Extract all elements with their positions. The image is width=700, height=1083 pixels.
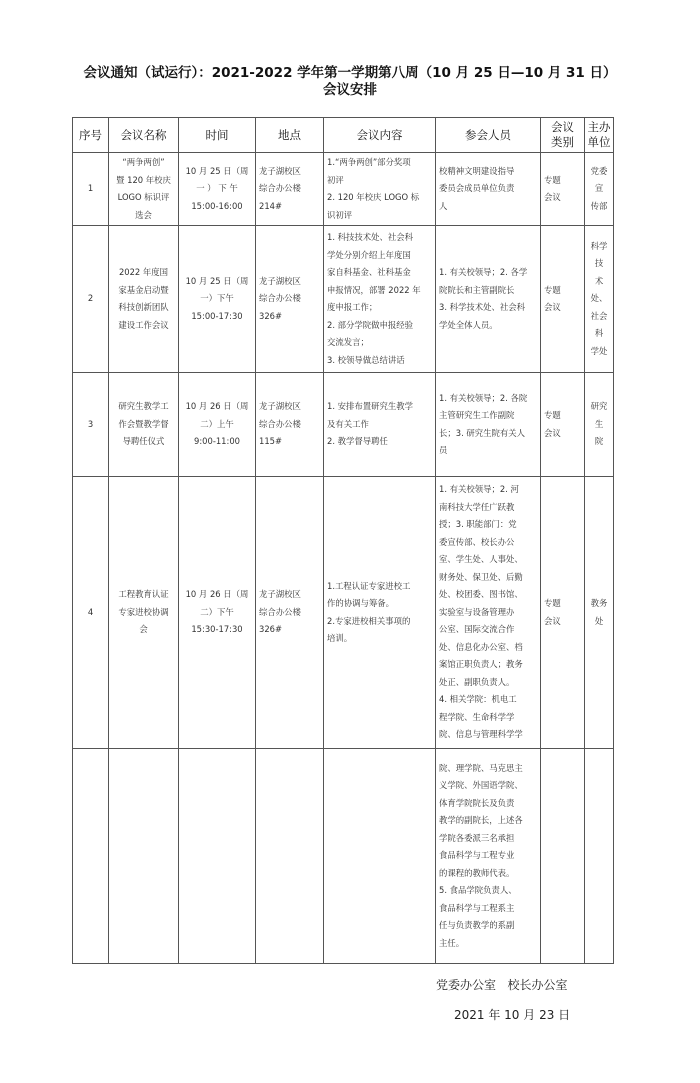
cell-content-line: 2. 120 年校庆 LOGO 标: [327, 192, 420, 202]
cell-meeting-name-line: 2022 年度国: [118, 267, 169, 277]
cell-host: [585, 153, 614, 226]
cell-content-line: 作的协调与筹备。: [327, 598, 394, 608]
cell-time-line: 10 月 25 日（周: [185, 165, 249, 176]
cell-category-line: 会议: [544, 302, 561, 312]
cell-attendees-line: 员: [439, 445, 448, 455]
cell-time-line: 10 月 25 日（周: [185, 275, 249, 286]
cell-category: [541, 153, 585, 226]
cell-attendees-line: 院院长和主管副院长: [439, 284, 515, 295]
issue-date: 2021 年 10 月 23 日: [454, 1008, 571, 1022]
cell-category: [541, 477, 585, 749]
cell-attendees-line: 长；3. 研究生院有关人: [439, 427, 526, 438]
cell-place-line: 综合办公楼: [259, 418, 301, 429]
cell-content-line: 度申报工作；: [327, 302, 378, 312]
cell-content-line: 1.“两争两创”部分奖项: [327, 157, 411, 167]
cell-meeting-name-line: LOGO 标识评: [117, 192, 170, 202]
cell-time-line: 9:00-11:00: [194, 436, 240, 447]
cell-content-line: 1. 科技技术处、社会科: [327, 232, 414, 242]
cell-meeting-name-line: 家基金启动暨: [118, 284, 169, 295]
cell-content: [324, 749, 436, 964]
cell-time-line: 一 ） 下 午: [196, 183, 238, 194]
cell-attendees: [436, 226, 541, 373]
cell-meeting-name-line: 选会: [135, 209, 152, 220]
table-row: [73, 153, 614, 226]
cell-meeting-name: [109, 153, 179, 226]
header-name: 会议名称: [109, 118, 179, 153]
table-header-row: [73, 118, 614, 153]
cell-meeting-name-line: 专家进校协调: [118, 606, 169, 617]
cell-place-line: 326#: [259, 310, 283, 321]
cell-content: [324, 153, 436, 226]
issuer-signoff: 党委办公室 校长办公室: [436, 978, 568, 992]
cell-category-line: 专题: [544, 598, 561, 608]
header-time: 时间: [179, 118, 256, 153]
cell-attendees-line: 人: [439, 200, 448, 211]
cell-meeting-name-line: 暨 120 年校庆: [116, 174, 171, 185]
cell-attendees-line: 学处全体人员。: [439, 319, 498, 330]
cell-meeting-name-line: 建设工作会议: [118, 319, 169, 330]
cell-attendees-line: 1. 有关校领导；2. 各院: [439, 392, 528, 403]
header-attendees: 参会人员: [436, 118, 541, 153]
header-host-line: 单位: [587, 135, 611, 149]
cell-attendees-line: 院、理学院、马克思主: [439, 762, 523, 773]
cell-content-line: 培训。: [327, 633, 353, 643]
cell-host: [585, 373, 614, 477]
cell-attendees: [436, 477, 541, 749]
cell-category-line: 会议: [544, 192, 561, 202]
cell-attendees-line: 3. 科学技术处、社会科: [439, 302, 526, 312]
cell-host-line: 党委宣: [590, 165, 608, 194]
cell-attendees-line: 实验室与设备管理办: [439, 606, 515, 617]
header-host-line: 主办: [587, 120, 611, 134]
cell-host-line: 传部: [590, 200, 608, 211]
cell-meeting-name: [109, 226, 179, 373]
meeting-schedule-table: [72, 117, 614, 964]
header-host: [585, 118, 614, 153]
cell-attendees-line: 1. 有关校领导；2. 河: [439, 484, 519, 495]
cell-attendees-line: 5. 食品学院负责人、: [439, 885, 517, 896]
cell-attendees: [436, 749, 541, 964]
header-category-line: 类别: [551, 135, 574, 149]
cell-place-line: 龙子湖校区: [259, 401, 301, 412]
cell-host-line: 社会科: [590, 310, 608, 339]
cell-content-line: 2. 教学督导聘任: [327, 436, 388, 447]
cell-time-line: 15:30-17:30: [191, 624, 243, 635]
cell-place: [256, 477, 324, 749]
header-no: 序号: [73, 118, 109, 153]
cell-attendees-line: 公室、国际交流合作: [439, 624, 515, 635]
cell-meeting-name-line: 会: [139, 624, 148, 635]
cell-attendees-line: 任与负责教学的系副: [439, 920, 515, 931]
cell-attendees-line: 处、信息化办公室、档: [439, 641, 523, 652]
cell-host: [585, 749, 614, 964]
cell-time: [179, 373, 256, 477]
cell-attendees-line: 财务处、保卫处、后勤: [439, 571, 523, 582]
cell-meeting-name: [109, 373, 179, 477]
cell-content-line: 学处分别介绍上年度国: [327, 249, 411, 260]
cell-attendees-line: 委宣传部、校长办公: [439, 536, 515, 547]
cell-host: [585, 477, 614, 749]
cell-host-line: 教务处: [590, 598, 608, 626]
cell-content-line: 2.专家进校相关事项的: [327, 615, 411, 626]
cell-content: [324, 226, 436, 373]
cell-meeting-name-line: 作会暨教学督: [118, 418, 169, 429]
cell-no: 1: [73, 153, 109, 226]
cell-meeting-name-line: 科技创新团队: [118, 302, 169, 312]
cell-attendees-line: 的课程的教师代表。: [439, 867, 515, 878]
header-category-line: 会议: [551, 120, 574, 134]
cell-time-line: 一）下午: [200, 293, 234, 304]
table-body: [73, 153, 614, 964]
cell-place-line: 综合办公楼: [259, 183, 301, 194]
cell-attendees-line: 院、信息与管理科学学: [439, 729, 523, 740]
cell-place: [256, 373, 324, 477]
table-row: [73, 749, 614, 964]
cell-content: [324, 373, 436, 477]
cell-host-line: 研究生: [590, 401, 608, 429]
cell-attendees-line: 1. 有关校领导；2. 各学: [439, 267, 528, 277]
cell-place-line: 115#: [259, 436, 283, 447]
cell-attendees-line: 体育学院院长及负责: [439, 797, 515, 808]
cell-meeting-name-line: 研究生教学工: [118, 401, 169, 412]
cell-category-line: 专题: [544, 284, 561, 295]
cell-time-line: 15:00-17:30: [191, 310, 243, 321]
cell-no: [73, 749, 109, 964]
cell-attendees-line: 授；3. 职能部门：党: [439, 519, 517, 530]
cell-time-line: 二）上午: [200, 418, 234, 429]
cell-category-line: 会议: [544, 427, 561, 438]
cell-place-line: 龙子湖校区: [259, 165, 301, 176]
cell-time: [179, 749, 256, 964]
cell-meeting-name-line: 工程教育认证: [118, 589, 169, 600]
cell-content-line: 1.工程认证专家进校工: [327, 580, 411, 591]
cell-attendees-line: 案馆正职负责人；教务: [439, 659, 523, 670]
cell-attendees: [436, 373, 541, 477]
cell-attendees-line: 义学院、外国语学院、: [439, 780, 523, 791]
cell-time-line: 10 月 26 日（周: [185, 589, 249, 600]
cell-time-line: 10 月 26 日（周: [185, 401, 249, 412]
header-category: [541, 118, 585, 153]
document-title: 会议通知（试运行）：2021-2022 学年第一学期第八周（10 月 25 日—10 月 31 日）: [83, 65, 617, 81]
cell-attendees-line: 4. 相关学院：机电工: [439, 694, 517, 705]
cell-attendees-line: 食品科学与工程专业: [439, 850, 515, 861]
cell-meeting-name: [109, 477, 179, 749]
cell-attendees-line: 处、校团委、图书馆、: [439, 589, 523, 600]
cell-place-line: 326#: [259, 624, 283, 635]
cell-time-line: 二）下午: [200, 606, 234, 617]
cell-time: [179, 153, 256, 226]
cell-time: [179, 226, 256, 373]
cell-content-line: 识初评: [327, 209, 353, 220]
cell-category-line: 专题: [544, 410, 561, 420]
cell-host-line: 学处: [590, 345, 608, 356]
cell-host-line: 科学技: [590, 240, 608, 269]
cell-content-line: 3. 校领导做总结讲话: [327, 354, 405, 365]
cell-category: [541, 226, 585, 373]
cell-category: [541, 749, 585, 964]
cell-place: [256, 153, 324, 226]
document-subtitle: 会议安排: [323, 82, 377, 98]
cell-place-line: 龙子湖校区: [259, 589, 301, 600]
cell-category-line: 专题: [544, 174, 561, 185]
cell-meeting-name-line: “两争两创”: [122, 157, 165, 167]
cell-content-line: 申报情况，部署 2022 年: [327, 284, 421, 295]
cell-content: [324, 477, 436, 749]
cell-content-line: 2. 部分学院做申报经验: [327, 319, 414, 330]
cell-attendees: [436, 153, 541, 226]
cell-host: [585, 226, 614, 373]
cell-attendees-line: 食品科学与工程系主: [439, 902, 515, 913]
cell-no: 4: [73, 477, 109, 749]
cell-attendees-line: 主管研究生工作副院: [439, 410, 515, 420]
cell-place-line: 214#: [259, 200, 283, 211]
cell-attendees-line: 学院各委派三名承担: [439, 832, 515, 843]
cell-host-line: 院: [594, 436, 604, 447]
cell-meeting-name-line: 导聘任仪式: [122, 436, 165, 447]
cell-no: 2: [73, 226, 109, 373]
cell-place: [256, 226, 324, 373]
cell-place-line: 龙子湖校区: [259, 275, 301, 286]
header-place: 地点: [256, 118, 324, 153]
cell-content-line: 交流发言；: [327, 337, 369, 347]
cell-content-line: 初评: [327, 174, 344, 185]
table-row: [73, 477, 614, 749]
cell-host-line: 术处、: [590, 275, 608, 304]
cell-attendees-line: 校精神文明建设指导: [439, 165, 515, 176]
cell-content-line: 及有关工作: [327, 418, 369, 429]
cell-attendees-line: 处正、副职负责人。: [439, 676, 515, 687]
cell-attendees-line: 教学的副院长，上述各: [439, 815, 523, 826]
table-row: [73, 226, 614, 373]
cell-content-line: 家自科基金、社科基金: [327, 267, 411, 277]
cell-attendees-line: 委员会成员单位负责: [439, 183, 515, 194]
cell-category-line: 会议: [544, 615, 561, 626]
cell-place-line: 综合办公楼: [259, 606, 301, 617]
cell-time-line: 15:00-16:00: [191, 200, 243, 211]
cell-attendees-line: 南科技大学任广跃教: [439, 501, 515, 512]
cell-content-line: 1. 安排布置研究生教学: [327, 401, 414, 412]
cell-place: [256, 749, 324, 964]
cell-category: [541, 373, 585, 477]
table-row: [73, 373, 614, 477]
cell-attendees-line: 主任。: [439, 937, 465, 948]
cell-attendees-line: 室、学生处、人事处、: [439, 554, 523, 565]
header-content: 会议内容: [324, 118, 436, 153]
cell-no: 3: [73, 373, 109, 477]
cell-attendees-line: 程学院、生命科学学: [439, 711, 515, 722]
cell-time: [179, 477, 256, 749]
cell-meeting-name: [109, 749, 179, 964]
cell-place-line: 综合办公楼: [259, 293, 301, 304]
